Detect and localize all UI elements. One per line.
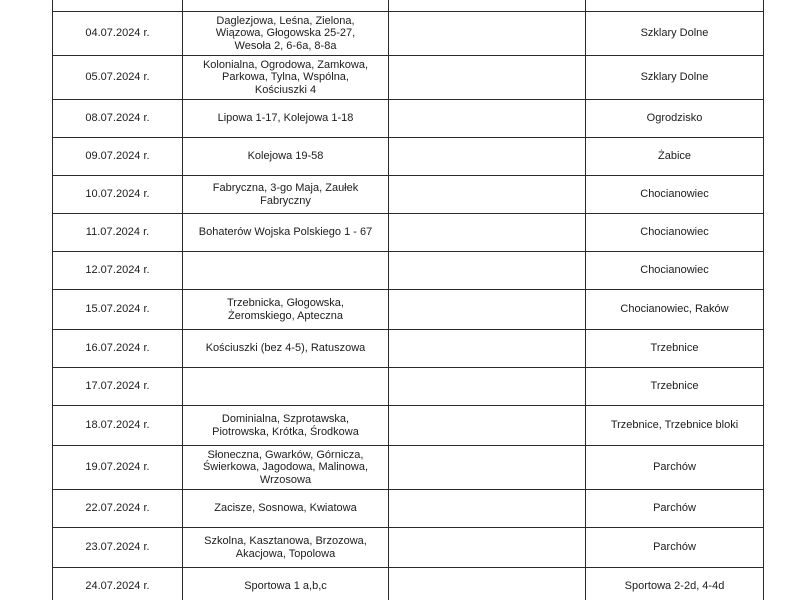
empty-cell <box>389 56 586 100</box>
empty-cell <box>389 0 586 12</box>
streets-cell <box>183 252 389 290</box>
empty-cell <box>389 100 586 138</box>
empty-cell <box>389 528 586 568</box>
table-row <box>53 490 764 528</box>
town-cell: Trzebnice, Trzebnice bloki <box>586 406 764 446</box>
date-cell: 17.07.2024 r. <box>53 368 183 406</box>
schedule-body <box>53 0 764 600</box>
town-cell: Parchów <box>586 446 764 490</box>
empty-cell <box>389 368 586 406</box>
empty-cell <box>389 12 586 56</box>
town-cell: Sportowa 2-2d, 4-4d <box>586 568 764 600</box>
empty-cell <box>389 490 586 528</box>
table-row <box>53 252 764 290</box>
date-cell: 15.07.2024 r. <box>53 290 183 330</box>
town-cell: Parchów <box>586 528 764 568</box>
streets-cell: Bohaterów Wojska Polskiego 1 - 67 <box>183 214 389 252</box>
table-row <box>53 446 764 490</box>
date-cell: 08.07.2024 r. <box>53 100 183 138</box>
town-cell: Chocianowiec <box>586 252 764 290</box>
empty-cell <box>389 406 586 446</box>
table-row <box>53 12 764 56</box>
table-row <box>53 138 764 176</box>
date-cell: 12.07.2024 r. <box>53 252 183 290</box>
date-cell: 04.07.2024 r. <box>53 12 183 56</box>
streets-cell: Słoneczna, Gwarków, Górnicza, Świerkowa, Jagodowa, Malinowa, Wrzosowa <box>183 446 389 490</box>
streets-cell: Kolejowa 19-58 <box>183 138 389 176</box>
streets-cell: Lipowa 1-17, Kolejowa 1-18 <box>183 100 389 138</box>
table-row <box>53 330 764 368</box>
town-cell: Chocianowiec <box>586 176 764 214</box>
streets-cell: Kościuszki (bez 4-5), Ratuszowa <box>183 330 389 368</box>
table-row <box>53 290 764 330</box>
town-cell <box>586 0 764 12</box>
date-cell: 05.07.2024 r. <box>53 56 183 100</box>
table-row <box>53 368 764 406</box>
town-cell: Szklary Dolne <box>586 56 764 100</box>
town-cell: Chocianowiec, Raków <box>586 290 764 330</box>
empty-cell <box>389 446 586 490</box>
streets-cell: Trzebnicka, Głogowska, Żeromskiego, Apteczna <box>183 290 389 330</box>
table-row <box>53 100 764 138</box>
empty-cell <box>389 214 586 252</box>
streets-cell: Daglezjowa, Leśna, Zielona, Wiązowa, Głogowska 25-27, Wesoła 2, 6-6a, 8-8a <box>183 12 389 56</box>
empty-cell <box>389 568 586 600</box>
table-row <box>53 406 764 446</box>
streets-cell: Kolonialna, Ogrodowa, Zamkowa, Parkowa, Tylna, Wspólna, Kościuszki 4 <box>183 56 389 100</box>
empty-cell <box>389 176 586 214</box>
table-row <box>53 528 764 568</box>
date-cell: 09.07.2024 r. <box>53 138 183 176</box>
town-cell: Żabice <box>586 138 764 176</box>
table-row <box>53 56 764 100</box>
town-cell: Trzebnice <box>586 368 764 406</box>
empty-cell <box>389 330 586 368</box>
date-cell: 16.07.2024 r. <box>53 330 183 368</box>
date-cell: 11.07.2024 r. <box>53 214 183 252</box>
date-cell: 22.07.2024 r. <box>53 490 183 528</box>
streets-cell <box>183 0 389 12</box>
town-cell: Parchów <box>586 490 764 528</box>
table-row <box>53 214 764 252</box>
date-cell: 23.07.2024 r. <box>53 528 183 568</box>
empty-cell <box>389 252 586 290</box>
town-cell: Trzebnice <box>586 330 764 368</box>
streets-cell: Szkolna, Kasztanowa, Brzozowa, Akacjowa, Topolowa <box>183 528 389 568</box>
town-cell: Chocianowiec <box>586 214 764 252</box>
streets-cell <box>183 368 389 406</box>
date-cell: 10.07.2024 r. <box>53 176 183 214</box>
streets-cell: Fabryczna, 3-go Maja, Zaułek Fabryczny <box>183 176 389 214</box>
date-cell: 18.07.2024 r. <box>53 406 183 446</box>
date-cell: 24.07.2024 r. <box>53 568 183 600</box>
empty-cell <box>389 138 586 176</box>
date-cell <box>53 0 183 12</box>
streets-cell: Dominialna, Szprotawska, Piotrowska, Krótka, Środkowa <box>183 406 389 446</box>
table-row <box>53 0 764 12</box>
schedule-table <box>52 0 764 600</box>
town-cell: Ogrodzisko <box>586 100 764 138</box>
streets-cell: Zacisze, Sosnowa, Kwiatowa <box>183 490 389 528</box>
empty-cell <box>389 290 586 330</box>
town-cell: Szklary Dolne <box>586 12 764 56</box>
table-row <box>53 176 764 214</box>
streets-cell: Sportowa 1 a,b,c <box>183 568 389 600</box>
date-cell: 19.07.2024 r. <box>53 446 183 490</box>
table-row <box>53 568 764 600</box>
